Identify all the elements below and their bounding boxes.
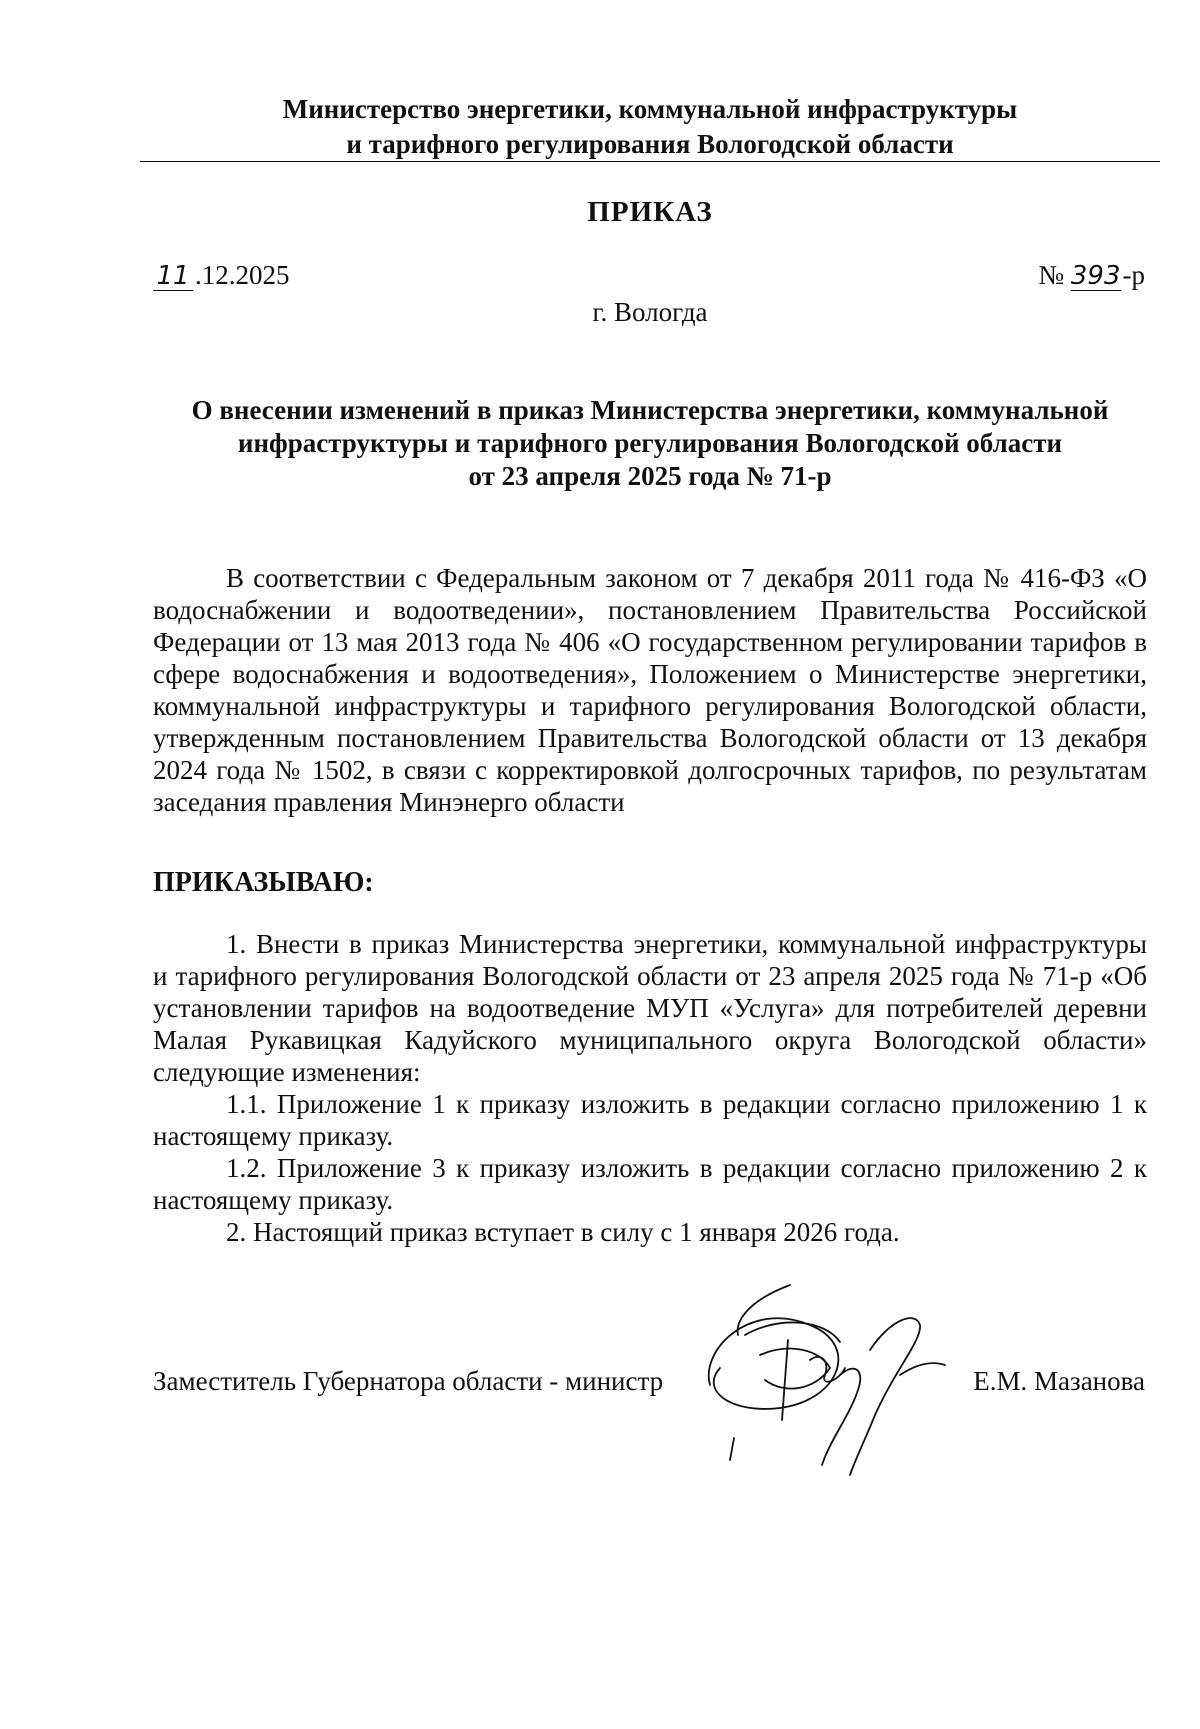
document-date: [153, 260, 290, 291]
document-number: [1038, 260, 1145, 291]
number-handwritten: 393: [1070, 261, 1121, 291]
document-city: г. Вологда: [592, 297, 708, 327]
title-line-3: от 23 апреля 2025 года № 71-р: [468, 461, 832, 491]
preamble-block: [153, 562, 1147, 818]
date-day-handwritten: 11: [153, 262, 193, 291]
order-item-2: 2. Настоящий приказ вступает в силу с 1 января 2026 года.: [226, 1217, 900, 1247]
signatory-name: Е.М. Мазанова: [973, 1366, 1145, 1396]
handwritten-signature-icon: [690, 1280, 980, 1480]
document-type: ПРИКАЗ: [587, 196, 713, 228]
order-item-1-1: 1.1. Приложение 1 к приказу изложить в редакции согласно приложению 1 к настоящему приказу.: [153, 1089, 1147, 1151]
ministry-header-line-1: Министерство энергетики, коммунальной инфраструктуры: [282, 94, 1018, 124]
preamble-paragraph: В соответствии с Федеральным законом от 7 декабря 2011 года № 416-ФЗ «О водоснабжении и водоотведении», постановлением Правительства Российской Федерации от 13 мая 2013 года № 406 «О государственном регулировании тарифов в сфере водоснабжения и водоотведения», Положением о Министерстве энергетики, коммунальной инфраструктуры и тарифного регулирования Вологодской области, утвержденным постановлением Правительства Вологодской области от 13 декабря 2024 года № 1502, в связи с корректировкой долгосрочных тарифов, по результатам заседания правления Минэнерго области: [153, 563, 1147, 817]
document-title: [140, 394, 1160, 493]
title-line-1: О внесении изменений в приказ Министерства энергетики, коммунальной: [191, 395, 1109, 425]
order-word: ПРИКАЗЫВАЮ:: [153, 867, 374, 898]
order-item-1-2: 1.2. Приложение 3 к приказу изложить в редакции согласно приложению 2 к настоящему приказу.: [153, 1153, 1147, 1215]
ministry-header-line-2: и тарифного регулирования Вологодской области: [346, 129, 954, 159]
signatory-position: Заместитель Губернатора области - министр: [153, 1366, 664, 1396]
title-line-2: инфраструктуры и тарифного регулирования Вологодской области: [237, 428, 1063, 458]
ministry-header: [140, 92, 1160, 162]
number-prefix: №: [1038, 260, 1065, 290]
order-items-block: [153, 928, 1147, 1248]
order-item-1: 1. Внести в приказ Министерства энергетики, коммунальной инфраструктуры и тарифного регулирования Вологодской области от 23 апреля 2025 года № 71-р «Об установлении тарифов на водоотведение МУП «Услуга» для потребителей деревни Малая Рукавицкая Кадуйского муниципального округа Вологодской области» следующие изменения:: [153, 929, 1147, 1087]
number-suffix: -р: [1122, 260, 1145, 290]
date-month-year: .12.2025: [195, 260, 290, 290]
header-divider: [140, 161, 1160, 162]
